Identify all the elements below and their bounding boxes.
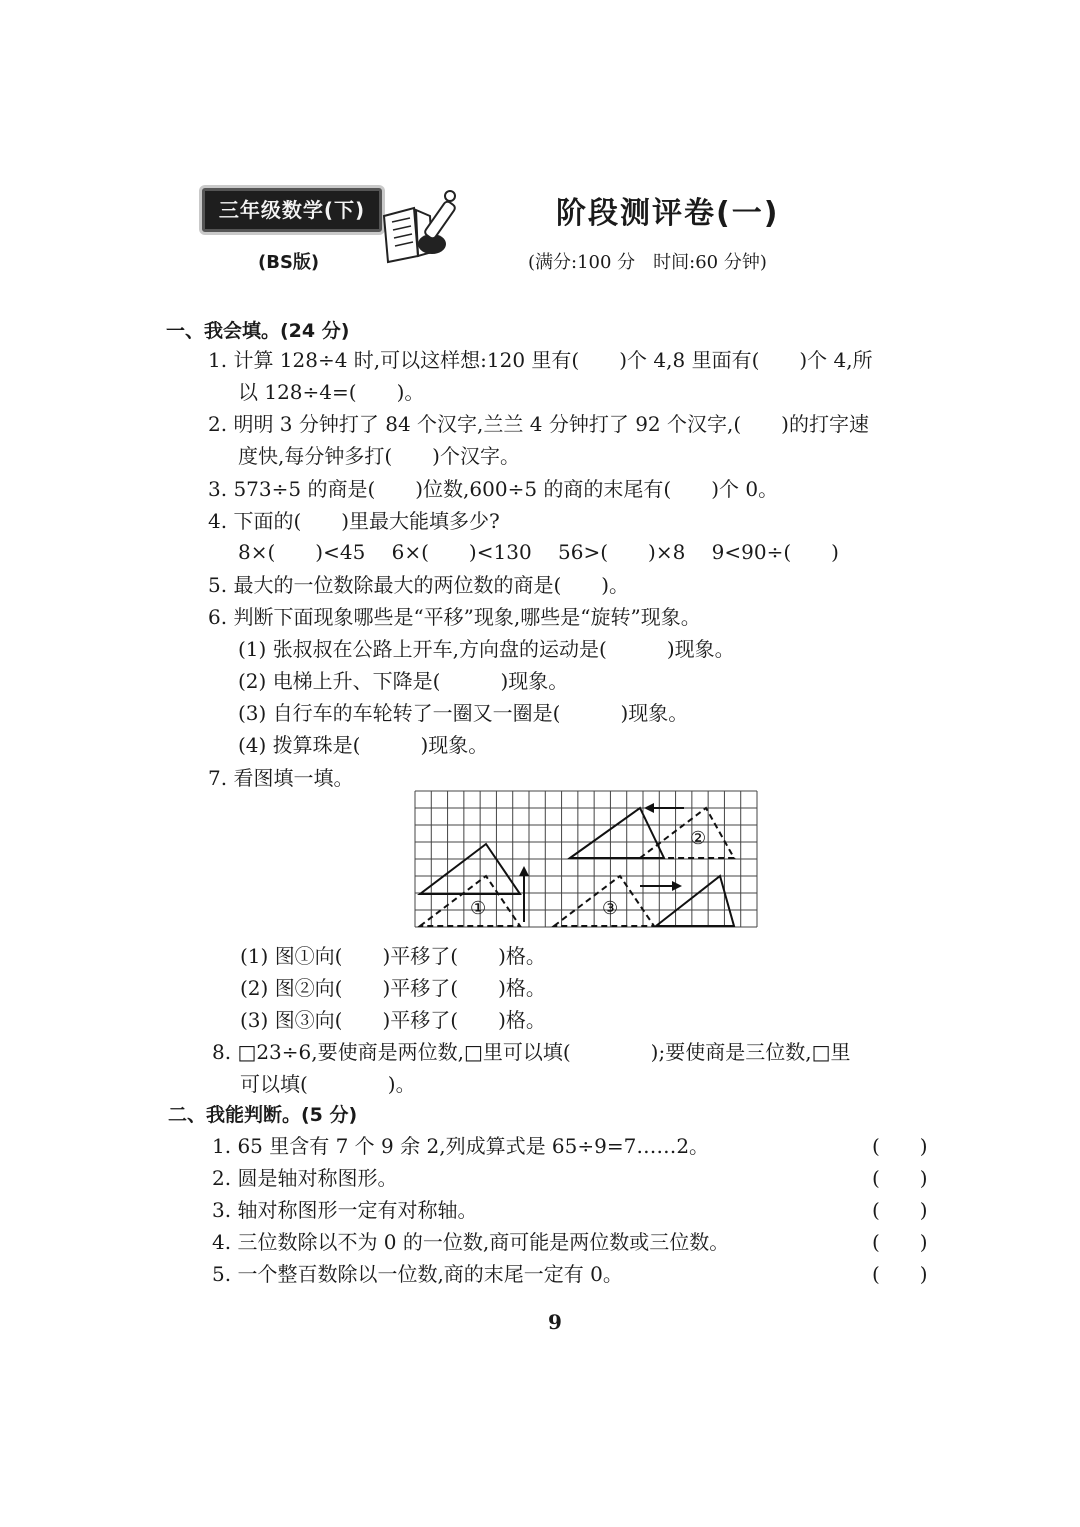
- q7-sub-2: (2) 图②向( )平移了( )格。: [240, 976, 546, 1000]
- q1-line-2: 以 128÷4=( )。: [238, 380, 425, 404]
- page-title: 阶段测评卷(一): [556, 196, 780, 231]
- figure-label-3: ③: [602, 898, 619, 919]
- q6-line: 6. 判断下面现象哪些是“平移”现象,哪些是“旋转”现象。: [208, 605, 701, 629]
- q8-line-2: 可以填( )。: [240, 1072, 416, 1096]
- section-1-heading: 一、我会填。(24 分): [166, 320, 350, 342]
- exam-meta: (满分:100 分 时间:60 分钟): [528, 252, 767, 273]
- q6-sub-4: (4) 拨算珠是( )现象。: [238, 733, 489, 757]
- q6-sub-2: (2) 电梯上升、下降是( )现象。: [238, 669, 569, 693]
- judge-answer-5[interactable]: ( ): [872, 1262, 928, 1286]
- q6-sub-1: (1) 张叔叔在公路上开车,方向盘的运动是( )现象。: [238, 637, 735, 661]
- grade-badge: 三年级数学(下): [202, 188, 382, 232]
- judge-answer-1[interactable]: ( ): [872, 1134, 928, 1158]
- q8-line-1: 8. □23÷6,要使商是两位数,□里可以填( );要使商是三位数,□里: [212, 1040, 851, 1064]
- judge-item-4: 4. 三位数除以不为 0 的一位数,商可能是两位数或三位数。: [212, 1230, 730, 1254]
- book-pencil-icon: [380, 186, 462, 266]
- q5-line: 5. 最大的一位数除最大的两位数的商是( )。: [208, 573, 630, 597]
- q1-line-1: 1. 计算 128÷4 时,可以这样想:120 里有( )个 4,8 里面有( )个 4,所: [208, 348, 873, 372]
- q6-sub-3: (3) 自行车的车轮转了一圈又一圈是( )现象。: [238, 701, 689, 725]
- judge-answer-2[interactable]: ( ): [872, 1166, 928, 1190]
- page-number: 9: [548, 1310, 562, 1334]
- q2-line-1: 2. 明明 3 分钟打了 84 个汉字,兰兰 4 分钟打了 92 个汉字,( )的打字速: [208, 412, 869, 436]
- judge-item-2: 2. 圆是轴对称图形。: [212, 1166, 398, 1190]
- section-2-heading: 二、我能判断。(5 分): [168, 1104, 358, 1126]
- q7-line: 7. 看图填一填。: [208, 766, 354, 790]
- q7-sub-3: (3) 图③向( )平移了( )格。: [240, 1008, 546, 1032]
- q2-line-2: 度快,每分钟多打( )个汉字。: [238, 444, 520, 468]
- q4-inequalities: 8×( )<45 6×( )<130 56>( )×8 9<90÷( ): [238, 540, 839, 564]
- figure-label-1: ①: [470, 898, 487, 919]
- q7-sub-1: (1) 图①向( )平移了( )格。: [240, 944, 546, 968]
- edition-label: (BS版): [258, 252, 320, 273]
- q3-line: 3. 573÷5 的商是( )位数,600÷5 的商的末尾有( )个 0。: [208, 477, 779, 501]
- judge-answer-3[interactable]: ( ): [872, 1198, 928, 1222]
- judge-item-1: 1. 65 里含有 7 个 9 余 2,列成算式是 65÷9=7……2。: [212, 1134, 710, 1158]
- judge-answer-4[interactable]: ( ): [872, 1230, 928, 1254]
- judge-item-5: 5. 一个整百数除以一位数,商的末尾一定有 0。: [212, 1262, 623, 1286]
- judge-item-3: 3. 轴对称图形一定有对称轴。: [212, 1198, 478, 1222]
- figure-label-2: ②: [690, 828, 707, 849]
- translation-grid-figure: [414, 790, 758, 928]
- q4-line: 4. 下面的( )里最大能填多少?: [208, 509, 500, 533]
